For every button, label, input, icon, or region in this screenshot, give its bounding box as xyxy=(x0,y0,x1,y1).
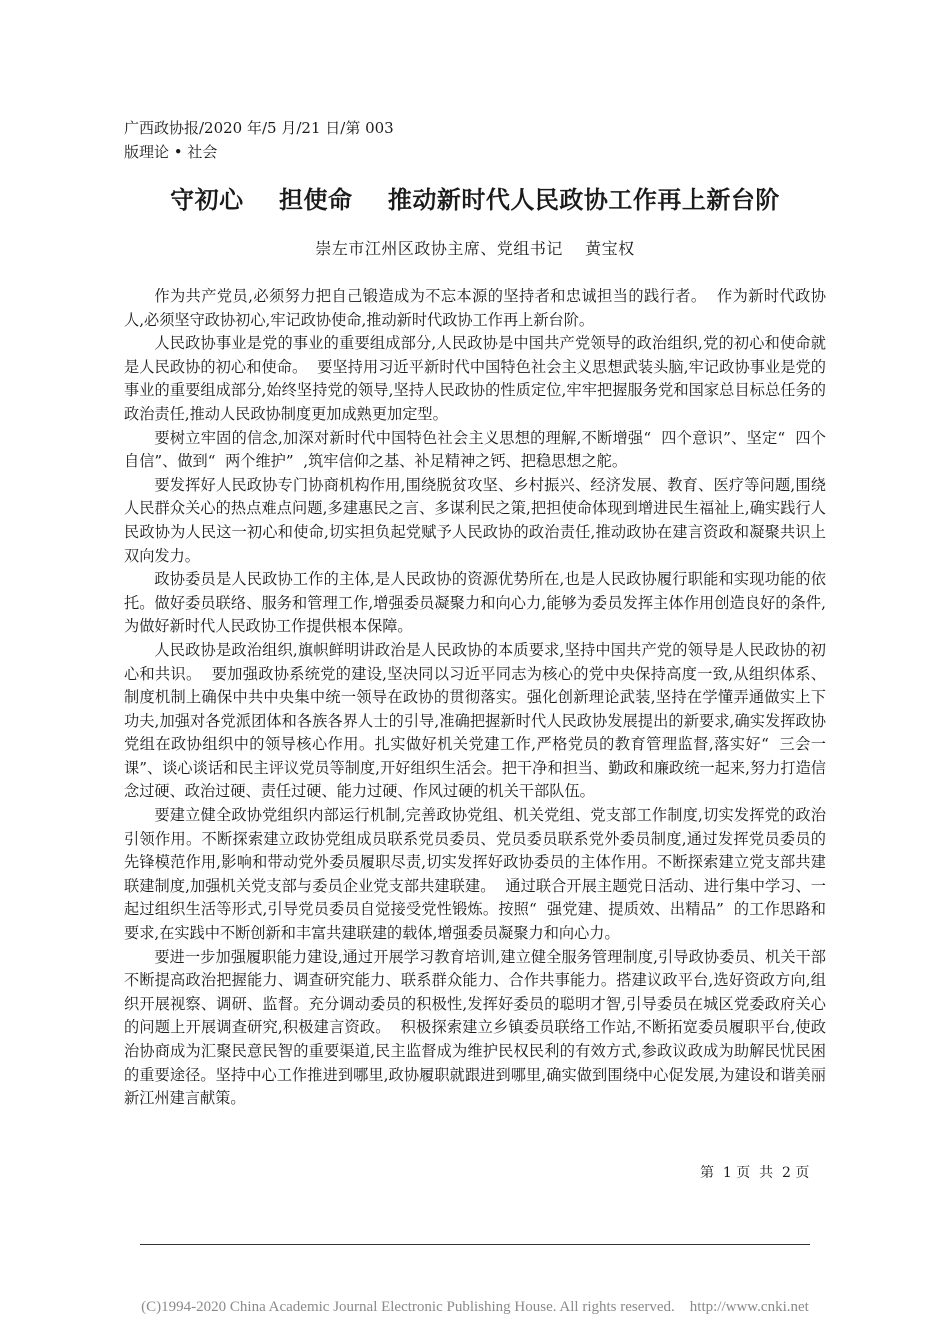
source-info xyxy=(124,116,824,164)
copyright-notice: (C)1994-2020 China Academic Journal Electronic Publishing House. All rights reserved. http://www.cnki.net xyxy=(141,1299,809,1315)
article-author: 崇左市江州区政协主席、党组书记 黄宝权 xyxy=(315,239,635,258)
article-title: 守初心 担使命 推动新时代人民政协工作再上新台阶 xyxy=(170,186,780,214)
footer-divider xyxy=(140,1244,810,1245)
paragraph: 人民政协事业是党的事业的重要组成部分,人民政协是中国共产党领导的政治组织,党的初心和使命就是人民政协的初心和使命。 要坚持用习近平新时代中国特色社会主义思想武装头脑,牢记政协事业是党的事业的重要组成部分,始终坚持党的领导,坚持人民政协的性质定位,牢牢把握服务党和国家总目标总任务的政治责任,推动人民政协制度更加成熟更加定型。 xyxy=(124,334,826,423)
paragraph: 作为共产党员,必须努力把自己锻造成为不忘本源的坚持者和忠诚担当的践行者。 作为新时代政协人,必须坚守政协初心,牢记政协使命,推动新时代政协工作再上新台阶。 xyxy=(124,287,826,329)
paragraph: 人民政协是政治组织,旗帜鲜明讲政治是人民政协的本质要求,坚持中国共产党的领导是人民政协的初心和共识。 要加强政协系统党的建设,坚决同以习近平同志为核心的党中央保持高度一致,从组织体系、制度机制上确保中共中央集中统一领导在政协的贯彻落实。强化创新理论武装,坚持在学懂弄通做实上下功夫,加强对各党派团体和各族各界人士的引导,准确把握新时代人民政协发展提出的新要求,确实发挥政协党组在政协组织中的领导核心作用。扎实做好机关党建工作,严格党员的教育管理监督,落实好“ 三会一课”、谈心谈话和民主评议党员等制度,开好组织生活会。把干净和担当、勤政和廉政统一起来,努力打造信念过硬、政治过硬、责任过硬、能力过硬、作风过硬的机关干部队伍。 xyxy=(124,640,826,801)
article-body xyxy=(124,285,826,1111)
paragraph: 要进一步加强履职能力建设,通过开展学习教育培训,建立健全服务管理制度,引导政协委员、机关干部不断提高政治把握能力、调查研究能力、联系群众能力、合作共事能力。搭建议政平台,选好资政方向,组织开展视察、调研、监督。充分调动委员的积极性,发挥好委员的聪明才智,引导委员在城区党委政府关心的问题上开展调查研究,积极建言资政。 积极探索建立乡镇委员联络工作站,不断拓宽委员履职平台,使政治协商成为汇聚民意民智的重要渠道,民主监督成为维护民权民利的有效方式,参政议政成为助解民忧民困的重要途径。坚持中心工作推进到哪里,政协履职就跟进到哪里,确实做到围绕中心促发展,为建设和谐美丽新江州建言献策。 xyxy=(124,947,826,1108)
source-line-1: 广西政协报/2020 年/5 月/21 日/第 003 xyxy=(124,119,394,137)
page-number: 第 1 页 共 2 页 xyxy=(700,1165,810,1181)
source-line-2: 版理论 • 社会 xyxy=(124,143,218,161)
paragraph: 政协委员是人民政协工作的主体,是人民政协的资源优势所在,也是人民政协履行职能和实现功能的依托。做好委员联络、服务和管理工作,增强委员凝聚力和向心力,能够为委员发挥主体作用创造良好的条件,为做好新时代人民政协工作提供根本保障。 xyxy=(124,570,826,636)
paragraph: 要发挥好人民政协专门协商机构作用,围绕脱贫攻坚、乡村振兴、经济发展、教育、医疗等问题,围绕人民群众关心的热点难点问题,多建惠民之言、多谋利民之策,把担使命体现到增进民生福祉上,确实践行人民政协为人民这一初心和使命,切实担负起党赋予人民政协的政治责任,推动政协在建言资政和凝聚共识上双向发力。 xyxy=(124,475,826,565)
paragraph: 要建立健全政协党组织内部运行机制,完善政协党组、机关党组、党支部工作制度,切实发挥党的政治引领作用。不断探索建立政协党组成员联系党员委员、党员委员联系党外委员制度,通过发挥党员委员的先锋模范作用,影响和带动党外委员履职尽责,切实发挥好政协委员的主体作用。不断探索建立党支部共建联建制度,加强机关党支部与委员企业党支部共建联建。 通过联合开展主题党日活动、进行集中学习、一起过组织生活等形式,引导党员委员自觉接受党性锻炼。按照“ 强党建、提质效、出精品” 的工作思路和要求,在实践中不断创新和丰富共建联建的载体,增强委员凝聚力和向心力。 xyxy=(124,806,826,943)
paragraph: 要树立牢固的信念,加深对新时代中国特色社会主义思想的理解,不断增强“ 四个意识”、坚定“ 四个自信”、做到“ 两个维护” ,筑牢信仰之基、补足精神之钙、把稳思想之舵。 xyxy=(124,428,826,471)
